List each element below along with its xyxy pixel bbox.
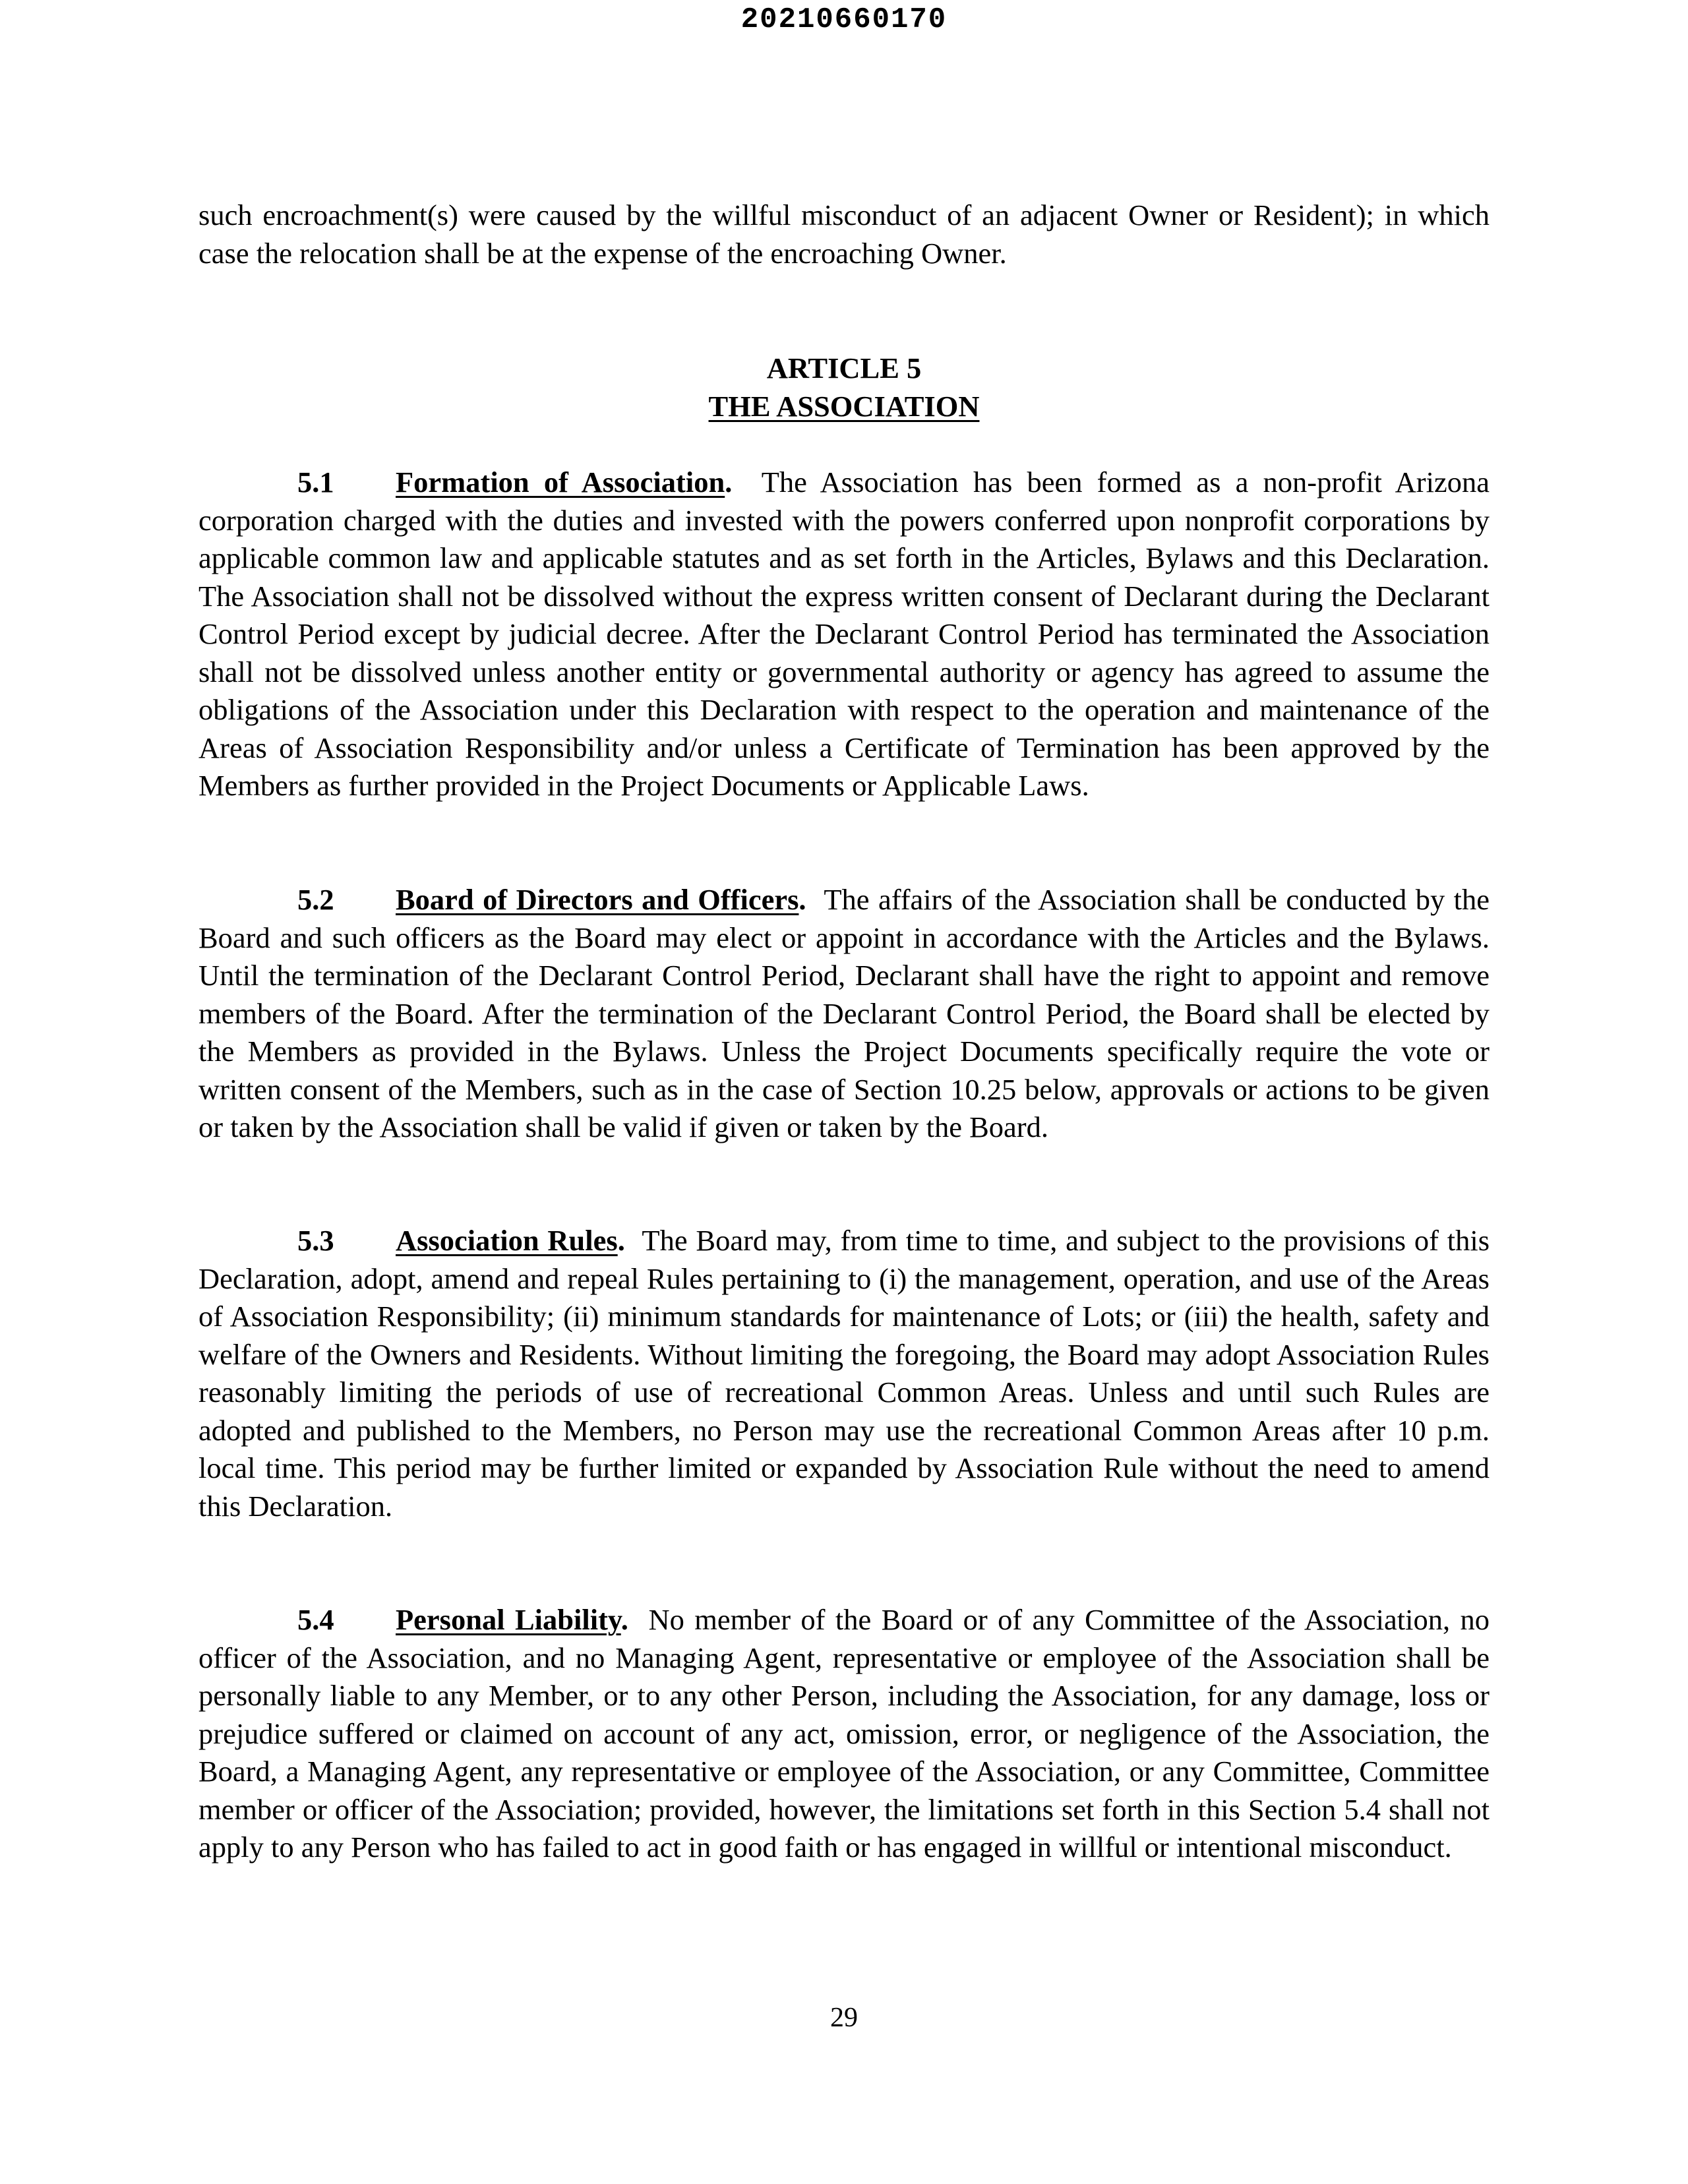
section-text: The Board may, from time to time, and subject to the provisions of this Declaration, adopt, amend and repeal Rules pertaining to (i) the management, operation, and use of the Areas of Association Responsibility; (ii) minimum standards for maintenance of Lots; or (iii) the health, safety and welfare of the Owners and Residents. Without limiting the foregoing, the Board may adopt Association Rules reasonably limiting the periods of use of recreational Common Areas. Unless and until such Rules are adopted and published to the Members, no Person may use the recreational Common Areas after 10 p.m. local time. This period may be further limited or expanded by Association Rule without the need to amend this Declaration. [198, 1224, 1490, 1523]
page-number: 29 [830, 2003, 858, 2033]
section-heading: Association Rules [396, 1224, 618, 1257]
section-heading: Formation of Association [396, 466, 725, 499]
section-number: 5.1 [297, 466, 334, 499]
section-text: The Association has been formed as a non-profit Arizona corporation charged with the duties and invested with the powers conferred upon nonprofit corporations by applicable common law and applicable statutes and as set forth in the Articles, Bylaws and this Declaration. The Association shall not be dissolved without the express written consent of Declarant during the Declarant Control Period except by judicial decree. After the Declarant Control Period has terminated the Association shall not be dissolved unless another entity or governmental authority or agency has agreed to assume the obligations of the Association under this Declaration with respect to the operation and maintenance of the Areas of Association Responsibility and/or unless a Certificate of Termination has been approved by the Members as further provided in the Project Documents or Applicable Laws. [198, 466, 1490, 802]
section-5-4: 5.4 Personal Liability. No member of the Board or of any Committee of the Association, no officer of the Association, and no Managing Agent, representative or employee of the Association shall be personally liable to any Member, or to any other Person, including the Association, for any damage, loss or prejudice suffered or claimed on account of any act, omission, error, or negligence of the Association, the Board, a Managing Agent, any representative or employee of the Association, or any Committee, Committee member or officer of the Association; provided, however, the limitations set forth in this Section 5.4 shall not apply to any Person who has failed to act in good faith or has engaged in willful or intentional misconduct. [198, 1601, 1490, 1867]
section-5-2: 5.2 Board of Directors and Officers. The affairs of the Association shall be conducted by the Board and such officers as the Board may elect or appoint in accordance with the Articles and the Bylaws. Until the termination of the Declarant Control Period, Declarant shall have the right to appoint and remove members of the Board. After the termination of the Declarant Control Period, the Board shall be elected by the Members as provided in the Bylaws. Unless the Project Documents specifically require the vote or written consent of the Members, such as in the case of Section 10.25 below, approvals or actions to be given or taken by the Association shall be valid if given or taken by the Board. [198, 881, 1490, 1147]
section-number: 5.4 [297, 1603, 334, 1636]
section-5-1: 5.1 Formation of Association. The Association has been formed as a non-profit Arizona corporation charged with the duties and invested with the powers conferred upon nonprofit corporations by applicable common law and applicable statutes and as set forth in the Articles, Bylaws and this Declaration. The Association shall not be dissolved without the express written consent of Declarant during the Declarant Control Period except by judicial decree. After the Declarant Control Period has terminated the Association shall not be dissolved unless another entity or governmental authority or agency has agreed to assume the obligations of the Association under this Declaration with respect to the operation and maintenance of the Areas of Association Responsibility and/or unless a Certificate of Termination has been approved by the Members as further provided in the Project Documents or Applicable Laws. [198, 464, 1490, 805]
recording-number: 20210660170 [740, 3, 948, 36]
section-text: The affairs of the Association shall be conducted by the Board and such officers as the Board may elect or appoint in accordance with the Articles and the Bylaws. Until the termination of the Declarant Control Period, Declarant shall have the right to appoint and remove members of the Board. After the termination of the Declarant Control Period, the Board shall be elected by the Members as provided in the Bylaws. Unless the Project Documents specifically require the vote or written consent of the Members, such as in the case of Section 10.25 below, approvals or actions to be given or taken by the Association shall be valid if given or taken by the Board. [198, 883, 1490, 1143]
article-heading [198, 349, 1490, 425]
section-5-3: 5.3 Association Rules. The Board may, from time to time, and subject to the provisions of this Declaration, adopt, amend and repeal Rules pertaining to (i) the management, operation, and use of the Areas of Association Responsibility; (ii) minimum standards for maintenance of Lots; or (iii) the health, safety and welfare of the Owners and Residents. Without limiting the foregoing, the Board may adopt Association Rules reasonably limiting the periods of use of recreational Common Areas. Unless and until such Rules are adopted and published to the Members, no Person may use the recreational Common Areas after 10 p.m. local time. This period may be further limited or expanded by Association Rule without the need to amend this Declaration. [198, 1222, 1490, 1525]
article-title: ARTICLE 5 [766, 351, 922, 384]
section-heading: Personal Liability [396, 1603, 621, 1636]
section-heading: Board of Directors and Officers [396, 883, 799, 916]
intro-text: such encroachment(s) were caused by the willful misconduct of an adjacent Owner or Resident); in which case the relocation shall be at the expense of the encroaching Owner. [198, 198, 1490, 270]
article-subtitle: THE ASSOCIATION [708, 389, 980, 423]
section-number: 5.2 [297, 883, 334, 916]
section-text: No member of the Board or of any Committee of the Association, no officer of the Association, and no Managing Agent, representative or employee of the Association shall be personally liable to any Member, or to any other Person, including the Association, for any damage, loss or prejudice suffered or claimed on account of any act, omission, error, or negligence of the Association, the Board, a Managing Agent, any representative or employee of the Association, or any Committee, Committee member or officer of the Association; provided, however, the limitations set forth in this Section 5.4 shall not apply to any Person who has failed to act in good faith or has engaged in willful or intentional misconduct. [198, 1603, 1490, 1864]
intro-paragraph [198, 197, 1490, 272]
section-number: 5.3 [297, 1224, 334, 1257]
